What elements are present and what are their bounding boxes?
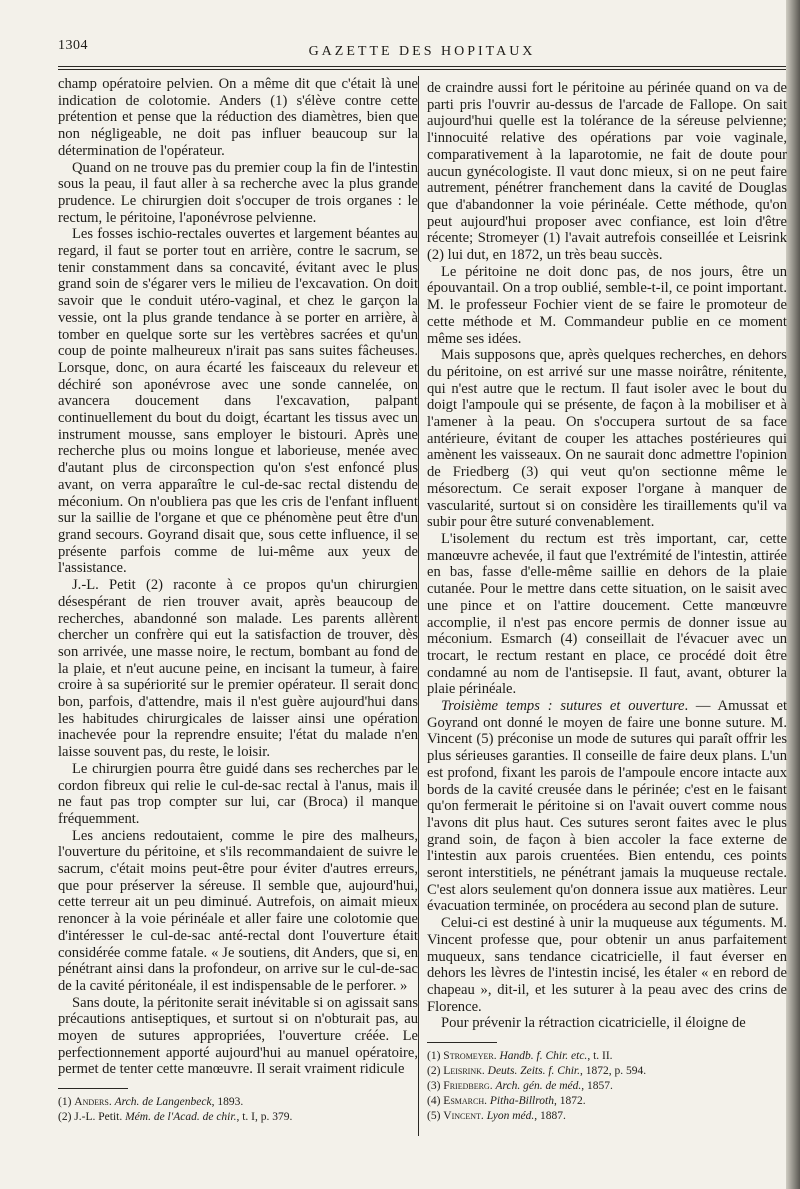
page-header <box>58 34 786 64</box>
left-column <box>58 76 418 1125</box>
right-paragraph: Pour prévenir la rétraction cicatricielle, il éloigne de <box>441 1015 746 1032</box>
right-footnotes <box>427 1049 787 1124</box>
footnote: (1) Stromeyer. Handb. f. Chir. etc., t. II. <box>427 1050 613 1063</box>
header-rule-secondary <box>58 69 786 70</box>
footnote: (3) Friedberg. Arch. gén. de méd., 1857. <box>427 1080 613 1093</box>
right-paragraph: L'isolement du rectum est très important, car, cette manœuvre achevée, il faut que l'extrémité de l'intestin, attirée en bas, fasse d'elle-même saillie en dehors de la plaie cutanée. Pour le mettre dans cette situation, on le saisit avec une pince et on l'attire doucement. Cette manœuvre accomplie, il n'est pas encore permis de donner issue au méconium. Esmarch (4) conseillait de l'évacuer avec un trocart, le rectum restant en place, ce procédé doit être condamné au nom de l'antisepsie. Il faut, avant, obturer la plaie périnéale. <box>427 530 787 698</box>
footnote-rule <box>58 1088 128 1089</box>
page-number: 1304 <box>58 38 88 53</box>
column-divider <box>418 76 419 1136</box>
right-paragraph: de craindre aussi fort le péritoine au périnée quand on va de parti pris l'ouvrir au-dessus de l'arcade de Fallope. On sait aujourd'hui quelle est la tolérance de la séreuse pelvienne; l'innocuité relative des opérations par voie vaginale, comparativement à la laparotomie, ne fait de doute pour aucun gynécologiste. Il vaut donc mieux, si on ne peut faire autrement, pénétrer franchement dans la cavité de Douglas que d'abandonner la voie périnéale. Cette méthode, qu'on peut aujourd'hui proposer avec confiance, est loin d'être récente; Stromeyer (1) l'avait autrefois conseillée et Leisrink (2) lui dut, en 1872, un très beau succès. <box>427 80 787 264</box>
right-paragraph: Celui-ci est destiné à unir la muqueuse aux téguments. M. Vincent professe que, pour obtenir un anus parfaitement muqueux, sans tendance cicatricielle, il faut éverser en dehors les lèvres de l'intestin incisé, les étaler « en rebord de chapeau », dit-il, et les suturer à la peau avec des crins de Florence. <box>427 915 787 1015</box>
page-edge-shadow <box>786 0 800 1189</box>
journal-title: GAZETTE DES HOPITAUX <box>308 44 536 59</box>
header-rule <box>58 66 786 67</box>
right-column <box>427 80 787 1124</box>
left-paragraph: Les fosses ischio-rectales ouvertes et largement béantes au regard, il faut se porter tout en arrière, contre le sacrum, se tenir constamment dans sa concavité, évitant avec le plus grand soin de s'égarer vers le milieu de l'excavation. On doit savoir que le conduit utéro-vaginal, et chez le garçon la vessie, ont la plus grande tendance à se porter en arrière, à tomber en quelque sorte sur les vertèbres sacrées et qu'un coup de pointe malheureux n'irait pas sans suites fâcheuses. Lorsque, donc, on aura écarté les faisceaux du releveur et déchiré son aponévrose avec une sonde cannelée, on avancera doucement dans l'excavation, palpant continuellement du bout du doigt, écartant les tissus avec un instrument mousse, sans employer le bistouri. Après une recherche plus ou moins longue et laborieuse, menée avec d'autant plus de circonspection qu'on s'est enfoncé plus avant, on verra apparaître le cul-de-sac rectal distendu de méconium. On n'oubliera pas que les cris de l'enfant influent sur la saillie de l'organe et que ce phénomène peut être d'un grand secours. Goyrand disait que, sous cette influence, il se présente parfois comme de lui-même aux yeux de l'assistance. <box>58 226 418 577</box>
left-paragraph: Les anciens redoutaient, comme le pire des malheurs, l'ouverture du péritoine, et s'ils recommandaient de suivre le sacrum, c'était moins peut-être pour éviter d'autres erreurs, que pour préserver la séreuse. Il semble que, aujourd'hui, cette terreur ait un peu diminué. Autrefois, on aimait mieux renoncer à la voie périnéale et aller faire une colotomie que d'intéresser le cul-de-sac anté-rectal dont l'ouverture était considérée comme fatale. « Je soutiens, dit Anders, que si, en pénétrant ainsi dans la profondeur, on arrive sur le cul-de-sac de la cavité péritonéale, il est indispensable de le perforer. » <box>58 827 418 994</box>
left-paragraph: Le chirurgien pourra être guidé dans ses recherches par le cordon fibreux qui relie le cul-de-sac rectal à l'anus, mais il ne faut pas trop compter sur lui, car (Broca) il manque fréquemment. <box>58 760 418 827</box>
footnote: (2) J.-L. Petit. Mém. de l'Acad. de chir., t. I, p. 379. <box>58 1111 293 1124</box>
left-paragraph: J.-L. Petit (2) raconte à ce propos qu'un chirurgien désespérant de rien trouver avait, après beaucoup de recherches, abandonné son malade. Les parents allèrent chercher un confrère qui eut la satisfaction de trouver, dès son arrivée, une masse noire, le rectum, bombant au fond de la plaie, et n'eut aucune peine, en incisant la tumeur, à faire croire à sa supériorité sur le premier opérateur. Il serait donc bon, parfois, d'attendre, mais il n'est guère aujourd'hui dans les habitudes chirurgicales de laisser ainsi une opération inachevée pour la reprendre ensuite; l'état du malade n'en laisse souvent pas, du reste, le loisir. <box>58 577 418 761</box>
footnote: (4) Esmarch. Pitha-Billroth, 1872. <box>427 1095 586 1108</box>
footnote: (5) Vincent. Lyon méd., 1887. <box>427 1110 566 1123</box>
right-paragraph: Mais supposons que, après quelques recherches, en dehors du péritoine, on est arrivé sur une masse noirâtre, rénitente, qui n'est autre que le rectum. Il faut isoler avec le bout du doigt l'ampoule qui se présente, de façon à la mobiliser et à l'amener à la peau. On s'occupera surtout de sa face antérieure, évitant de couper les attaches postérieures qui amènent les vaisseaux. On ne saurait donc admettre l'opinion de Friedberg (3) qui veut qu'on sectionne même le mésorectum. Ce serait exposer l'organe à manquer de vascularité, surtout si on considère les tiraillements qu'il va subir pour être suturé convenablement. <box>427 347 787 531</box>
footnote-rule <box>427 1042 497 1043</box>
left-footnotes <box>58 1095 418 1125</box>
left-paragraph: champ opératoire pelvien. On a même dit que c'était là une indication de colotomie. Anders (1) s'élève contre cette prétention et pense que la réduction des diamètres, bien que non négligeable, ne doit pas influer beaucoup sur la détermination de l'opérateur. <box>58 76 418 159</box>
footnote: (2) Leisrink. Deuts. Zeits. f. Chir., 1872, p. 594. <box>427 1065 647 1078</box>
section-heading-paragraph: Troisième temps : sutures et ouverture. — Amussat et Goyrand ont donné le moyen de faire une bonne suture. M. Vincent (5) préconise un mode de sutures qui paraît offrir les plus sérieuses garanties. Il conseille de faire deux plans. L'un est profond, fixant les parois de l'ampoule encore intacte aux bords de la cavité creusée dans le périnée; c'est en le faisant qu'on fermerait le péritoine si on l'avait ouvert comme nous l'avons dit plus haut. Ces sutures seront faites avec le plus grand soin, de façon à bien accoler la face externe de l'intestin aux parois cruentées. Bien entendu, ces points seront interstitiels, ne pénétrant jamais la muqueuse rectale. C'est alors seulement qu'on donnera issue aux matières. Leur évacuation terminée, on procédera au second plan de suture. <box>427 698 787 915</box>
left-paragraph: Quand on ne trouve pas du premier coup la fin de l'intestin sous la peau, il faut aller à sa recherche avec la plus grande prudence. Le chirurgien doit s'occuper de trois organes : le rectum, le péritoine, l'aponévrose pelvienne. <box>58 159 418 226</box>
left-paragraph: Sans doute, la péritonite serait inévitable si on agissait sans précautions antiseptiques, et surtout si on n'obturait pas, au moyen de sutures appropriées, l'ouverture créée. Le perfectionnement apporté aujourd'hui au manuel opératoire, permet de tenter cette manœuvre. Il serait vraiment ridicule <box>58 994 418 1078</box>
right-paragraph: Le péritoine ne doit donc pas, de nos jours, être un épouvantail. On a trop oublié, semble-t-il, ce point important. M. le professeur Fochier vient de se faire le promoteur de cette méthode et M. Commandeur publie en ce moment même ses idées. <box>427 263 787 347</box>
footnote: (1) Anders. Arch. de Langenbeck, 1893. <box>58 1096 244 1109</box>
